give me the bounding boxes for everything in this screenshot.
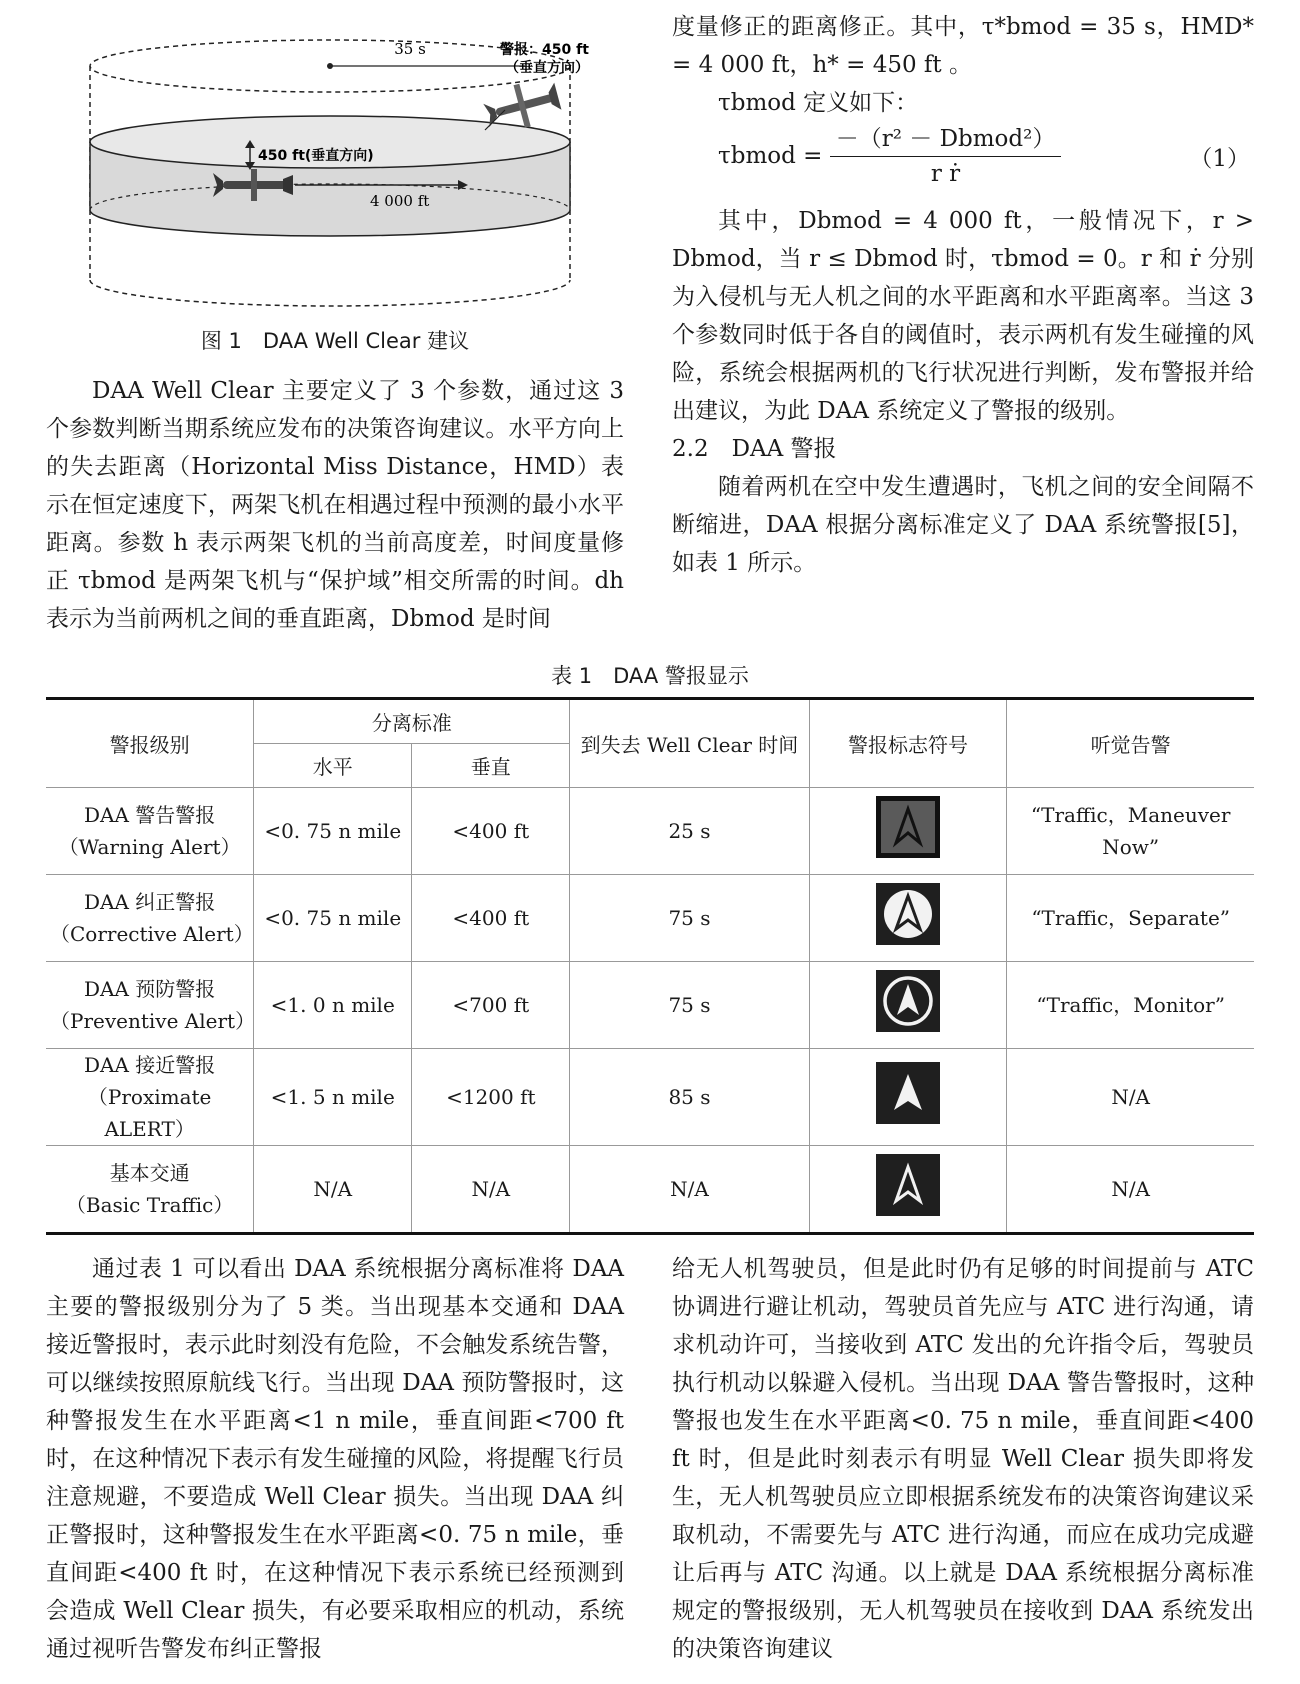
cell-time: 75 s [570,962,809,1049]
cell-vertical: <400 ft [412,788,570,875]
cell-horizontal: <1. 0 n mile [254,962,412,1049]
right-column-top [672,8,1254,582]
equation-number: （1） [1189,146,1250,172]
paragraph-well-clear-params: DAA Well Clear 主要定义了 3 个参数，通过这 3 个参数判断当期系统应发布的决策咨询建议。水平方向上的失去距离（Horizontal Miss Distance，HMD）表示在恒定速度下，两架飞机在相遇过程中预测的最小水平距离。参数 h 表示两架飞机的当前高度差，时间度量修正 τbmod 是两架飞机与“保护域”相交所需的时间。dh 表示为当前两机之间的垂直距离，Dbmod 是时间 [46,378,624,632]
cell-vertical: <1200 ft [412,1049,570,1146]
cell-level: DAA 接近警报 （Proximate ALERT） [46,1049,254,1146]
equation-denominator: r ṙ [930,161,961,187]
cell-vertical: N/A [412,1146,570,1234]
cell-horizontal: <0. 75 n mile [254,788,412,875]
label-time: 35 s [394,40,426,58]
label-alert-1: 警报：450 ft [500,42,589,58]
cell-aural: “Traffic，Monitor” [1007,962,1254,1049]
corrective-alert-symbol-icon [876,883,940,945]
header-vertical: 垂直 [412,744,570,788]
cell-level: DAA 预防警报 （Preventive Alert） [46,962,254,1049]
warning-alert-symbol-icon [876,796,940,858]
cell-symbol [809,962,1007,1049]
paragraph-alert-levels: 通过表 1 可以看出 DAA 系统根据分离标准将 DAA 主要的警报级别分为了 5 类。当出现基本交通和 DAA 接近警报时，表示此时刻没有危险，不会触发系统告警，可以继续按照原航线飞行。当出现 DAA 预防警报时，这种警报发生在水平距离<1 n mile，垂直间距<700 ft 时，在这种情况下表示有发生碰撞的风险，将提醒飞行员注意规避，不要造成 Well Clear 损失。当出现 DAA 纠正警报时，这种警报发生在水平距离<0. 75 n mile，垂直间距<400 ft 时，在这种情况下表示系统已经预测到会造成 Well Clear 损失，有必要采取相应的机动，系统通过视听告警发布纠正警报 [46,1256,624,1662]
header-horizontal: 水平 [254,744,412,788]
label-vertical: 450 ft(垂直方向) [258,148,374,164]
equation-numerator: －（r² － Dbmod²） [830,122,1062,157]
equation-1 [672,122,1254,202]
table-row [46,788,1254,875]
right-column-bottom [672,1250,1254,1668]
cell-horizontal: <1. 5 n mile [254,1049,412,1146]
cell-vertical: <400 ft [412,875,570,962]
cell-aural: “Traffic，Separate” [1007,875,1254,962]
label-alert-2: （垂直方向） [505,60,589,76]
cell-time: 85 s [570,1049,809,1146]
cell-aural: N/A [1007,1049,1254,1146]
cell-level: 基本交通 （Basic Traffic） [46,1146,254,1234]
equation-fraction [830,122,1062,191]
cell-level: DAA 纠正警报 （Corrective Alert） [46,875,254,962]
cell-aural: “Traffic，Maneuver Now” [1007,788,1254,875]
cell-vertical: <700 ft [412,962,570,1049]
header-level: 警报级别 [46,699,254,788]
cell-aural: N/A [1007,1146,1254,1234]
cell-level: DAA 警告警报 （Warning Alert） [46,788,254,875]
section-heading: 2.2 DAA 警报 [672,436,837,462]
left-column-bottom [46,1250,624,1668]
cell-time: 75 s [570,875,809,962]
cell-symbol [809,1146,1007,1234]
table-row [46,1146,1254,1234]
header-symbol: 警报标志符号 [809,699,1007,788]
paragraph-alert-actions: 给无人机驾驶员，但是此时仍有足够的时间提前与 ATC 协调进行避让机动，驾驶员首先应与 ATC 进行沟通，请求机动许可，当接收到 ATC 发出的允许指令后，驾驶员执行机动以躲避入侵机。当出现 DAA 警告警报时，这种警报也发生在水平距离<0. 75 n mile，垂直间距<400 ft 时，但是此时刻表示有明显 Well Clear 损失即将发生，无人机驾驶员应立即根据系统发布的决策咨询建议采取机动，不需要先与 ATC 进行沟通，而应在成功完成避让后再与 ATC 沟通。以上就是 DAA 系统根据分离标准规定的警报级别，无人机驾驶员在接收到 DAA 系统发出的决策咨询建议 [672,1256,1254,1662]
alert-table [46,697,1254,1235]
header-separation: 分离标准 [254,699,570,744]
cell-time: 25 s [570,788,809,875]
table-header-row [46,699,1254,744]
figure-caption: 图 1 DAA Well Clear 建议 [200,329,470,353]
figure-well-clear-diagram [80,30,589,310]
equation-lhs: τbmod = [718,142,823,169]
label-horizontal: 4 000 ft [370,192,430,210]
table-row [46,1049,1254,1146]
cell-time: N/A [570,1146,809,1234]
cell-horizontal: <0. 75 n mile [254,875,412,962]
header-time: 到失去 Well Clear 时间 [570,699,809,788]
preventive-alert-symbol-icon [876,970,940,1032]
cell-symbol [809,1049,1007,1146]
cell-symbol [809,875,1007,962]
table-row [46,962,1254,1049]
header-aural: 听觉告警 [1007,699,1254,788]
paragraph-definition: τbmod 定义如下： [718,90,919,116]
paragraph-distance-correction: 度量修正的距离修正。其中，τ*bmod = 35 s，HMD* = 4 000 ft，h* = 450 ft 。 [672,14,1254,78]
left-column-top [46,372,624,638]
basic-traffic-symbol-icon [876,1154,940,1216]
paragraph-variables: 其中，Dbmod = 4 000 ft，一般情况下，r > Dbmod，当 r ≤ Dbmod 时，τbmod = 0。r 和 ṙ 分别为入侵机与无人机之间的水平距离和水平距离率。当这 3 个参数同时低于各自的阈值时，表示两机有发生碰撞的风险，系统会根据两机的飞行状况进行判断，发布警报并给出建议，为此 DAA 系统定义了警报的级别。 [672,208,1254,424]
table-caption: 表 1 DAA 警报显示 [551,664,749,688]
proximate-alert-symbol-icon [876,1062,940,1124]
cell-horizontal: N/A [254,1146,412,1234]
table-row [46,875,1254,962]
paragraph-alert-intro: 随着两机在空中发生遭遇时，飞机之间的安全间隔不断缩进，DAA 根据分离标准定义了 DAA 系统警报[5]，如表 1 所示。 [672,474,1254,576]
cell-symbol [809,788,1007,875]
